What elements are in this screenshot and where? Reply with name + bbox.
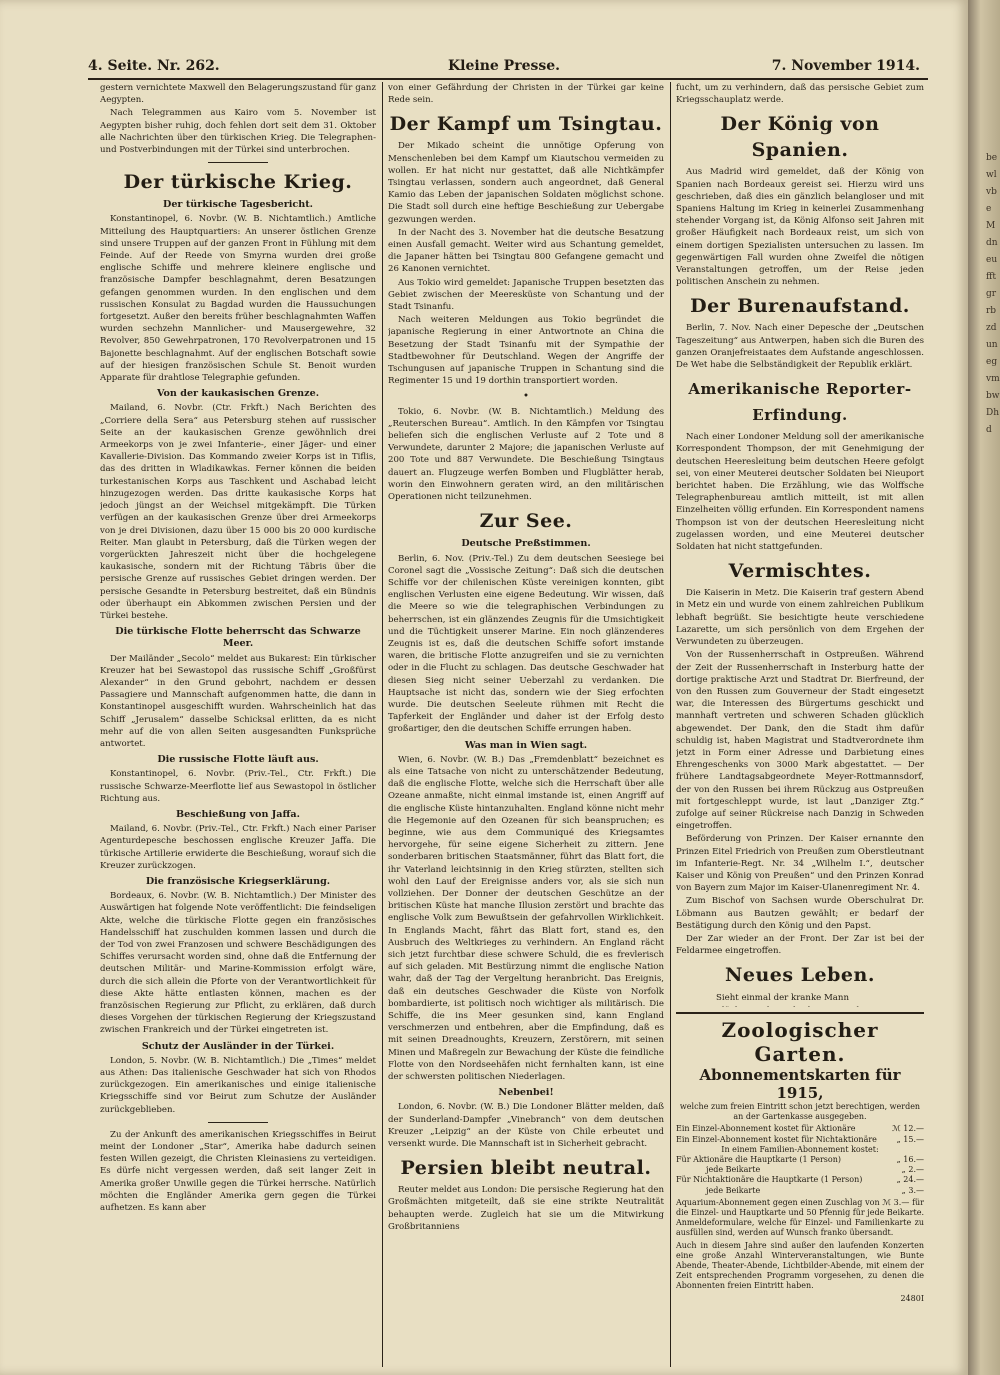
article-paragraph: In der Nacht des 3. November hat die deutsche Besatzung einen Ausfall gemacht. Weiter wird aus Schantung gemeldet, die Japaner hätten bei Tsingtau 800 Gefangene gemacht und 26 Kanonen vernichtet.	[388, 227, 664, 275]
zoo-advertisement	[676, 1012, 924, 1306]
article-paragraph: Beförderung von Prinzen. Der Kaiser ernannte den Prinzen Eitel Friedrich von Preußen zum Oberstleutnant im Infanterie-Regt. Nr. 34 „Wilhelm I.“, deutscher Kaiser und König von Preußen“ und den Prinzen Konrad von Bayern zum Major im Kaiser-Ulanenregiment Nr. 4.	[676, 834, 924, 894]
article-paragraph: Konstantinopel, 6. Novbr. (Priv.-Tel., Ctr. Frkft.) Die russische Schwarze-Meerflotte lief aus Sewastopol in östlicher Richtung aus.	[100, 769, 376, 804]
article-paragraph: Aus Tokio wird gemeldet: Japanische Truppen besetzten das Gebiet zwischen der Meeresküste von Schantung und der Stadt Tsinanfu.	[388, 277, 664, 313]
article-paragraph: Von der Russenherrschaft in Ostpreußen. Während der Zeit der Russenherrschaft in Insterburg hatte der dortige praktische Arzt und Stadtrat Dr. Bierfreund, der von den Russen zum Gouverneur der Stadt eingesetzt war, die Interessen des Bürgertums geschickt und mannhaft vertreten und schweren Schaden glücklich abgewendet. Der Dank, den die Stadt ihm dafür schuldig ist, haben Magistrat und Stadtverordnete ihm jetzt in Form einer Adresse und Darbietung eines Ehrengeschenks von 3000 Mark abgestattet. — Der frühere Landtagsabgeordnete Meyer-Rottmannsdorf, der von den Russen bei ihrem Rückzug aus Ostpreußen mit fortgeschleppt wurde, ist laut „Danziger Ztg.“ zufolge auf seiner Rückreise nach Danzig in Schweden eingetroffen.	[676, 650, 924, 832]
ad-footnote: Aquarium-Abonnement gegen einen Zuschlag von ℳ 3.— für die Einzel- und Hauptkarte und 50 Pfennig für jede Beikarte. Anmeldeformulare, welche für Einzel- und Familienkarte zu ausfüllen sind, werden auf Wunsch franko übersandt.	[676, 1197, 924, 1238]
article-paragraph: London, 5. Novbr. (W. B. Nichtamtlich.) Die „Times“ meldet aus Athen: Das italienische Geschwader hat sich von Rhodos zurückgezogen. Ein amerikanisches und einige italienische Kriegsschiffe sind vor Beirut zum Schutze der Ausländer zurückgeblieben.	[100, 1055, 376, 1115]
article-paragraph: Nach weiteren Meldungen aus Tokio begründet die japanische Regierung in einer Antwortnote an China die Besetzung der Stadt Tsinanfu mit der Sympathie der Stadtbewohner für Deutschland. Wegen der Angriffe der Tschungusen auf japanische Truppen in Schantung sind die Regimenter 15 und 19 dorthin transportiert worden.	[388, 315, 664, 387]
article-paragraph: von einer Gefährdung der Christen in der Türkei gar keine Rede sein.	[388, 83, 664, 106]
page-number: 4. Seite. Nr. 262.	[88, 58, 220, 74]
price-row: Ein Einzel-Abonnement kostet für Nichtaktionäre „ 15.—	[676, 1134, 924, 1144]
ad-subtitle: Abonnementskarten für 1915,	[699, 1066, 901, 1102]
article-paragraph: Zu der Ankunft des amerikanischen Kriegsschiffes in Beirut meint der Londoner „Star“, Amerika habe dadurch seinen festen Willen gezeigt, die Christen Kleinasiens zu verteidigen. Es dürfe nicht vergessen werden, daß seit langer Zeit in Amerika großer Unwille gegen die Türkei herrsche. Natürlich möchten die Engländer Amerika gern gegen die Türkei aufhetzen. Es kann aber	[100, 1129, 376, 1214]
column-3	[676, 82, 924, 1007]
price-row: Für Nichtaktionäre die Hauptkarte (1 Person) „ 24.—	[676, 1175, 924, 1185]
subheading: Beschießung von Jaffa.	[176, 808, 300, 820]
article-paragraph: Der Mikado scheint die unnötige Opferung von Menschenleben bei dem Kampf um Kiautschou vermeiden zu wollen. Er hat nicht nur gestattet, daß alle Nichtkämpfer Tsingtau verlassen, sondern auch angeordnet, daß General Kamio das Leben der japanischen Soldaten möglichst schone. Die Stadt soll durch eine heftige Beschießung zur Uebergabe gezwungen werden.	[388, 141, 664, 225]
article-paragraph: Mailand, 6. Novbr. (Priv.-Tel., Ctr. Frkft.) Nach einer Pariser Agenturdepesche beschossen englische Kreuzer Jaffa. Die türkische Artillerie erwiderte die Beschießung, worauf sich die Kreuzer zurückzogen.	[100, 824, 376, 871]
separator	[208, 162, 268, 163]
issue-date: 7. November 1914.	[771, 58, 920, 74]
headline-zur-see: Zur See.	[479, 510, 573, 533]
article-paragraph: Konstantinopel, 6. Novbr. (W. B. Nichtamtlich.) Amtliche Mitteilung des Hauptquartiers: An unserer östlichen Grenze sind unsere Truppen auf der ganzen Front in Fühlung mit dem Feinde. Auf der Reede von Smyrna wurden drei große englische Schiffe und mehrere kleinere englische und französische Dampfer beschlagnahmt, deren Besatzungen gefangen genommen wurden. In den englischen und dem russischen Konsulat zu Bagdad wurden die Haussuchungen fortgesetzt. Außer den bereits früher beschlagnahmten Waffen wurden sechzehn Mannlicher- und Mausergewehre, 32 Revolver, 850 Gewehrpatronen, 170 Revolverpatronen und 15 Bajonette beschlagnahmt. Auf der englischen Botschaft sowie auf der hiesigen französischen Schule St. Benoit wurden Apparate für drahtlose Telegraphie gefunden.	[100, 214, 376, 384]
article-paragraph: fucht, um zu verhindern, daß das persische Gebiet zum Kriegsschauplatz werde.	[676, 83, 924, 106]
article-paragraph: London, 6. Novbr. (W. B.) Die Londoner Blätter melden, daß der Sunderland-Dampfer „Vinebranch“ von dem deutschen Kreuzer „Leipzig“ an der Küste von Chile erbeutet und versenkt wurde. Die Mannschaft ist in Sicherheit gebracht.	[388, 1102, 664, 1150]
separator-dot: •	[523, 391, 529, 402]
article-paragraph: Berlin, 6. Nov. (Priv.-Tel.) Zu dem deutschen Seesiege bei Coronel sagt die „Vossische Zeitung“: Daß sich die deutschen Schiffe vor der chilenischen Küste vereinigen konnten, gibt englischen Verlusten eine eigene Bedeutung. Wir wissen, daß die Meere so wie die telegraphischen Verbindungen zu beherrschen, ist ein glänzendes Zeugnis für die Umsichtigkeit und die Tüchtigkeit unserer Marine. Ein noch glänzenderes Zeugnis ist es, daß die deutschen Schiffe sofort imstande waren, die britische Flotte anzugreifen und sie zu vernichten oder in die Flucht zu schlagen. Das deutsche Geschwader hat diesen Sieg nicht seiner Ueberzahl zu verdanken. Die Hauptsache ist nicht das, sondern wie der Sieg erfochten wurde. Die deutschen Seeleute rühmen mit Recht die Tapferkeit der Engländer und daher ist der Erfolg desto großartiger, den die deutschen Schiffe errungen haben.	[388, 553, 664, 735]
article-paragraph: Tokio, 6. Novbr. (W. B. Nichtamtlich.) Meldung des „Reuterschen Bureau“. Amtlich. In den Kämpfen vor Tsingtau beliefen sich die englischen Verluste auf 2 Tote und 8 Verwundete, darunter 2 Majore; die japanischen Verluste auf 200 Tote und 887 Verwundete. Die Beschießung Tsingtaus dauert an. Flugzeuge werfen Bomben und Flugblätter herab, worin den Einwohnern geraten wird, an den militärischen Operationen nicht teilzunehmen.	[388, 406, 664, 503]
article-paragraph: Der Zar wieder an der Front. Der Zar ist bei der Feldarmee eingetroffen.	[676, 933, 924, 957]
headline-vermischtes: Vermischtes.	[728, 560, 872, 583]
headline-reporter: Amerikanische Reporter-Erfindung.	[688, 380, 912, 425]
paper-name: Kleine Presse.	[448, 58, 561, 74]
article-paragraph: Wien, 6. Novbr. (W. B.) Das „Fremdenblatt“ bezeichnet es als eine Tatsache von nicht zu unterschätzender Bedeutung, daß die englische Flotte, welche sich die Herrschaft über alle Ozeane anmaßte, nicht einmal imstande ist, einen Angriff auf die englische Küste hintanzuhalten. England könne nicht mehr die Hegemonie auf den Ozeanen für sich beanspruchen; es beginne, wie aus dem Communiqué des Kriegsamtes hervorgehe, für seine eigene Sicherheit zu zittern. Jene sonderbaren britischen Staatsmänner, führt das Blatt fort, die ihr Vaterland leichtsinnig in den Krieg stürzten, stellten sich wohl den Lauf der Ereignisse anders vor, als sie sich nun vollziehen. Der Donner der deutschen Geschütze an der britischen Küste hat manche Illusion zerstört und brachte das englische Volk zum Bewußtsein der gefahrvollen Wirklichkeit. In Englands Macht, fährt das Blatt fort, stand es, den Ausbruch des Weltkrieges zu verhindern. An England rächt sich jetzt furchtbar diese schwere Schuld, die es frevlerisch auf sich geladen. Mit Bestürzung nimmt die englische Nation wahr, daß der Tag der Vergeltung heranbricht. Das Ereignis, daß ein deutsches Geschwader die Küste von Norfolk bombardierte, ist politisch noch wichtiger als militärisch. Die Schiffe, die ins Meer gesunken sind, kann England verschmerzen und entbehren, aber die Empfindung, daß es mit seinen Dreadnoughts, Kreuzern, Zerstörern, mit seinen Minen und Maßregeln zur Bewachung der Küste die feindliche Flotte von den Nordseehäfen nicht fernhalten kann, ist eine der schwersten politischen Niederlagen.	[388, 754, 664, 1083]
article-paragraph: Berlin, 7. Nov. Nach einer Depesche der „Deutschen Tageszeitung“ aus Antwerpen, haben sich die Buren des ganzen Oranjefreistaates dem Aufstande angeschlossen. De Wet habe die Selbständigkeit der Republik erklärt.	[676, 323, 924, 371]
poem-line	[716, 1005, 924, 1007]
article-paragraph: Nach Telegrammen aus Kairo vom 5. November ist Aegypten bisher ruhig, doch fehlen dort seit dem 31. Oktober alle Nachrichten über den türkischen Krieg. Die Telegraphen- und Postverbindungen mit der Türkei sind unterbrochen.	[100, 108, 376, 156]
price-row: jede Beikarte „ 2.—	[706, 1165, 924, 1175]
subheading: Von der kaukasischen Grenze.	[156, 388, 320, 400]
price-row: Ein Einzel-Abonnement kostet für Aktionäre ℳ 12.—	[676, 1124, 924, 1134]
ad-note: welche zum freien Eintritt schon jetzt berechtigen, werden an der Gartenkasse ausgegeben.	[679, 1102, 921, 1122]
price-row: jede Beikarte „ 3.—	[706, 1185, 924, 1195]
article-paragraph: Bordeaux, 6. Novbr. (W. B. Nichtamtlich.) Der Minister des Auswärtigen hat folgende Note veröffentlicht: Die feindseligen Akte, welche die türkische Flotte gegen ein französisches Handelsschiff hat zuschulden kommen lassen und durch die der Tod von zwei Franzosen und schwere Beschädigungen des Schiffes verursacht worden sind, ohne daß die Entfernung der deutschen Militär- und Marine-Kommission erfolgt wäre, durch die sich allein die Pforte von der Verantwortlichkeit für diese Akte hätte entlasten können, machen es der französischen Regierung zur Pflicht, zu erklären, daß durch dieses Vorgehen der türkischen Regierung der Kriegszustand zwischen Frankreich und der Türkei eingetreten ist.	[100, 891, 376, 1036]
article-paragraph: Reuter meldet aus London: Die persische Regierung hat den Großmächten mitgeteilt, daß sie eine strikte Neutralität behaupten werde. Zugleich hat sie um die Mitwirkung Großbritanniens	[388, 1185, 664, 1232]
subheading: Was man in Wien sagt.	[464, 739, 588, 751]
headline-burenaufstand: Der Burenaufstand.	[690, 295, 910, 318]
subheading: Der türkische Tagesbericht.	[163, 199, 313, 211]
subheading: Schutz der Ausländer in der Türkei.	[141, 1040, 335, 1052]
ad-code: 2480I	[900, 1293, 924, 1303]
page-header	[88, 58, 920, 78]
ad-title: Zoologischer Garten.	[721, 1018, 879, 1066]
headline-tsingtau: Der Kampf um Tsingtau.	[389, 113, 663, 136]
subheading: Die russische Flotte läuft aus.	[157, 754, 319, 766]
article-paragraph: Die Kaiserin in Metz. Die Kaiserin traf gestern Abend in Metz ein und wurde von einem zahlreichen Publikum lebhaft begrüßt. Sie besichtigte heute verschiedene Lazarette, um sich persönlich von dem Ergehen der Verwundeten zu überzeugen.	[676, 588, 924, 648]
headline-neues-leben: Neues Leben.	[725, 964, 875, 987]
separator	[208, 1122, 268, 1123]
column-2	[388, 82, 664, 1367]
column-1	[100, 82, 376, 1367]
headline-persien: Persien bleibt neutral.	[400, 1157, 652, 1180]
article-paragraph: Mailand, 6. Novbr. (Ctr. Frkft.) Nach Berichten des „Corriere della Sera“ aus Petersburg stehen auf russischer Seite an der kaukasischen Grenze gewöhnlich drei Armeekorps von je zwei Infanterie-, einer Jäger- und einer Kavallerie-Division. Das Kommando zweier Korps ist in Tiflis, das des dritten in Wladikawkas. Ferner können die beiden turkestanischen Korps aus Taschkent und Aschabad leicht hinzugezogen werden. Das dritte kaukasische Korps hat jedoch jüngst an der Weichsel mitgekämpft. Die Türken verfügen an der kaukasischen Grenze über drei Armeekorps von je drei Divisionen, dazu über 15 000 bis 20 000 kurdische Reiter. Man glaubt in Petersburg, daß die Türken wegen der vorgerückten Jahreszeit nicht über die hochgelegene kaukasische, sondern mit der Richtung Täbris über die persische Grenze auf russisches Gebiet dringen werden. Der persische Gesandte in Petersburg bestreitet, daß ein Bündnis oder überhaupt ein Abkommen zwischen Persien und der Türkei bestehe.	[100, 403, 376, 621]
subheading: Deutsche Preßstimmen.	[461, 538, 591, 550]
poem	[676, 992, 924, 1007]
subheading: Die türkische Flotte beherrscht das Schwarze Meer.	[115, 626, 361, 650]
subheading: Nebenbei!	[498, 1087, 554, 1099]
headline-turkish-war: Der türkische Krieg.	[123, 171, 353, 194]
price-row: Für Aktionäre die Hauptkarte (1 Person) „ 16.—	[676, 1155, 924, 1165]
headline-spanien: Der König von Spanien.	[720, 113, 880, 162]
article-paragraph: Nach einer Londoner Meldung soll der amerikanische Korrespondent Thompson, der mit Genehmigung der deutschen Heeresleitung beim deutschen Heere gefolgt sei, von einer Meuterei deutscher Soldaten bei Nieuport berichtet haben. Die Erzählung, wie das Wolffsche Telegraphenbureau amtlich mitteilt, ist mit allen Einzelheiten völlig erfunden. Ein Korrespondent namens Thompson ist von der deutschen Heeresleitung nicht zugelassen worden, und eine Meuterei deutscher Soldaten hat nicht stattgefunden.	[676, 432, 924, 553]
article-paragraph: gestern vernichtete Maxwell den Belagerungszustand für ganz Aegypten.	[100, 83, 376, 106]
subheading: Die französische Kriegserklärung.	[145, 875, 331, 887]
poem-line: Sieht einmal der kranke Mann	[716, 993, 849, 1004]
ad-footnote: Auch in diesem Jahre sind außer den laufenden Konzerten eine große Anzahl Winterveranstaltungen, wie Bunte Abende, Theater-Abende, Lichtbilder-Abende, mit einem der Zeit entsprechenden Programm vorgesehen, zu denen die Abonnenten freien Eintritt haben.	[676, 1240, 924, 1291]
article-paragraph: Aus Madrid wird gemeldet, daß der König von Spanien nach Bordeaux gereist sei. Hierzu wird uns geschrieben, daß dies ein gänzlich belangloser und mit Spaniens Haltung im Krieg in keinerlei Zusammenhang stehender Vorgang ist, da König Alfonso seit Jahren mit großer Häufigkeit nach Bordeaux reist, um sich von einem dortigen Spezialisten untersuchen zu lassen. Im gegenwärtigen Fall wurden ohne Zweifel die nötigen Veranstaltungen getroffen, um der Reise jeden politischen Anschein zu nehmen.	[676, 167, 924, 288]
column-divider-1	[382, 82, 383, 1367]
column-divider-2	[670, 82, 671, 1367]
article-paragraph: Der Mailänder „Secolo“ meldet aus Bukarest: Ein türkischer Kreuzer hat bei Sewastopol das russische Schiff „Großfürst Alexander“ in den Grund gebohrt, nachdem er dessen Passagiere und Mannschaft aufgenommen hatte, die dann in Konstantinopel ausgeschifft wurden. Wahrscheinlich hat das Schiff „Jerusalem“ dasselbe Schicksal erlitten, da es nicht mehr auf die von allen Seiten ausgesandten Funksprüche antwortet.	[100, 653, 376, 749]
article-paragraph: Zum Bischof von Sachsen wurde Oberschulrat Dr. Löbmann aus Bautzen gewählt; er bedarf der Bestätigung durch den König und den Papst.	[676, 896, 924, 931]
header-rule	[88, 78, 928, 80]
price-row: In einem Familien-Abonnement kostet:	[721, 1144, 879, 1154]
adjacent-page-text: bewlvbeMdneufftgrrbzdunegvmbwDhd	[986, 153, 1000, 435]
